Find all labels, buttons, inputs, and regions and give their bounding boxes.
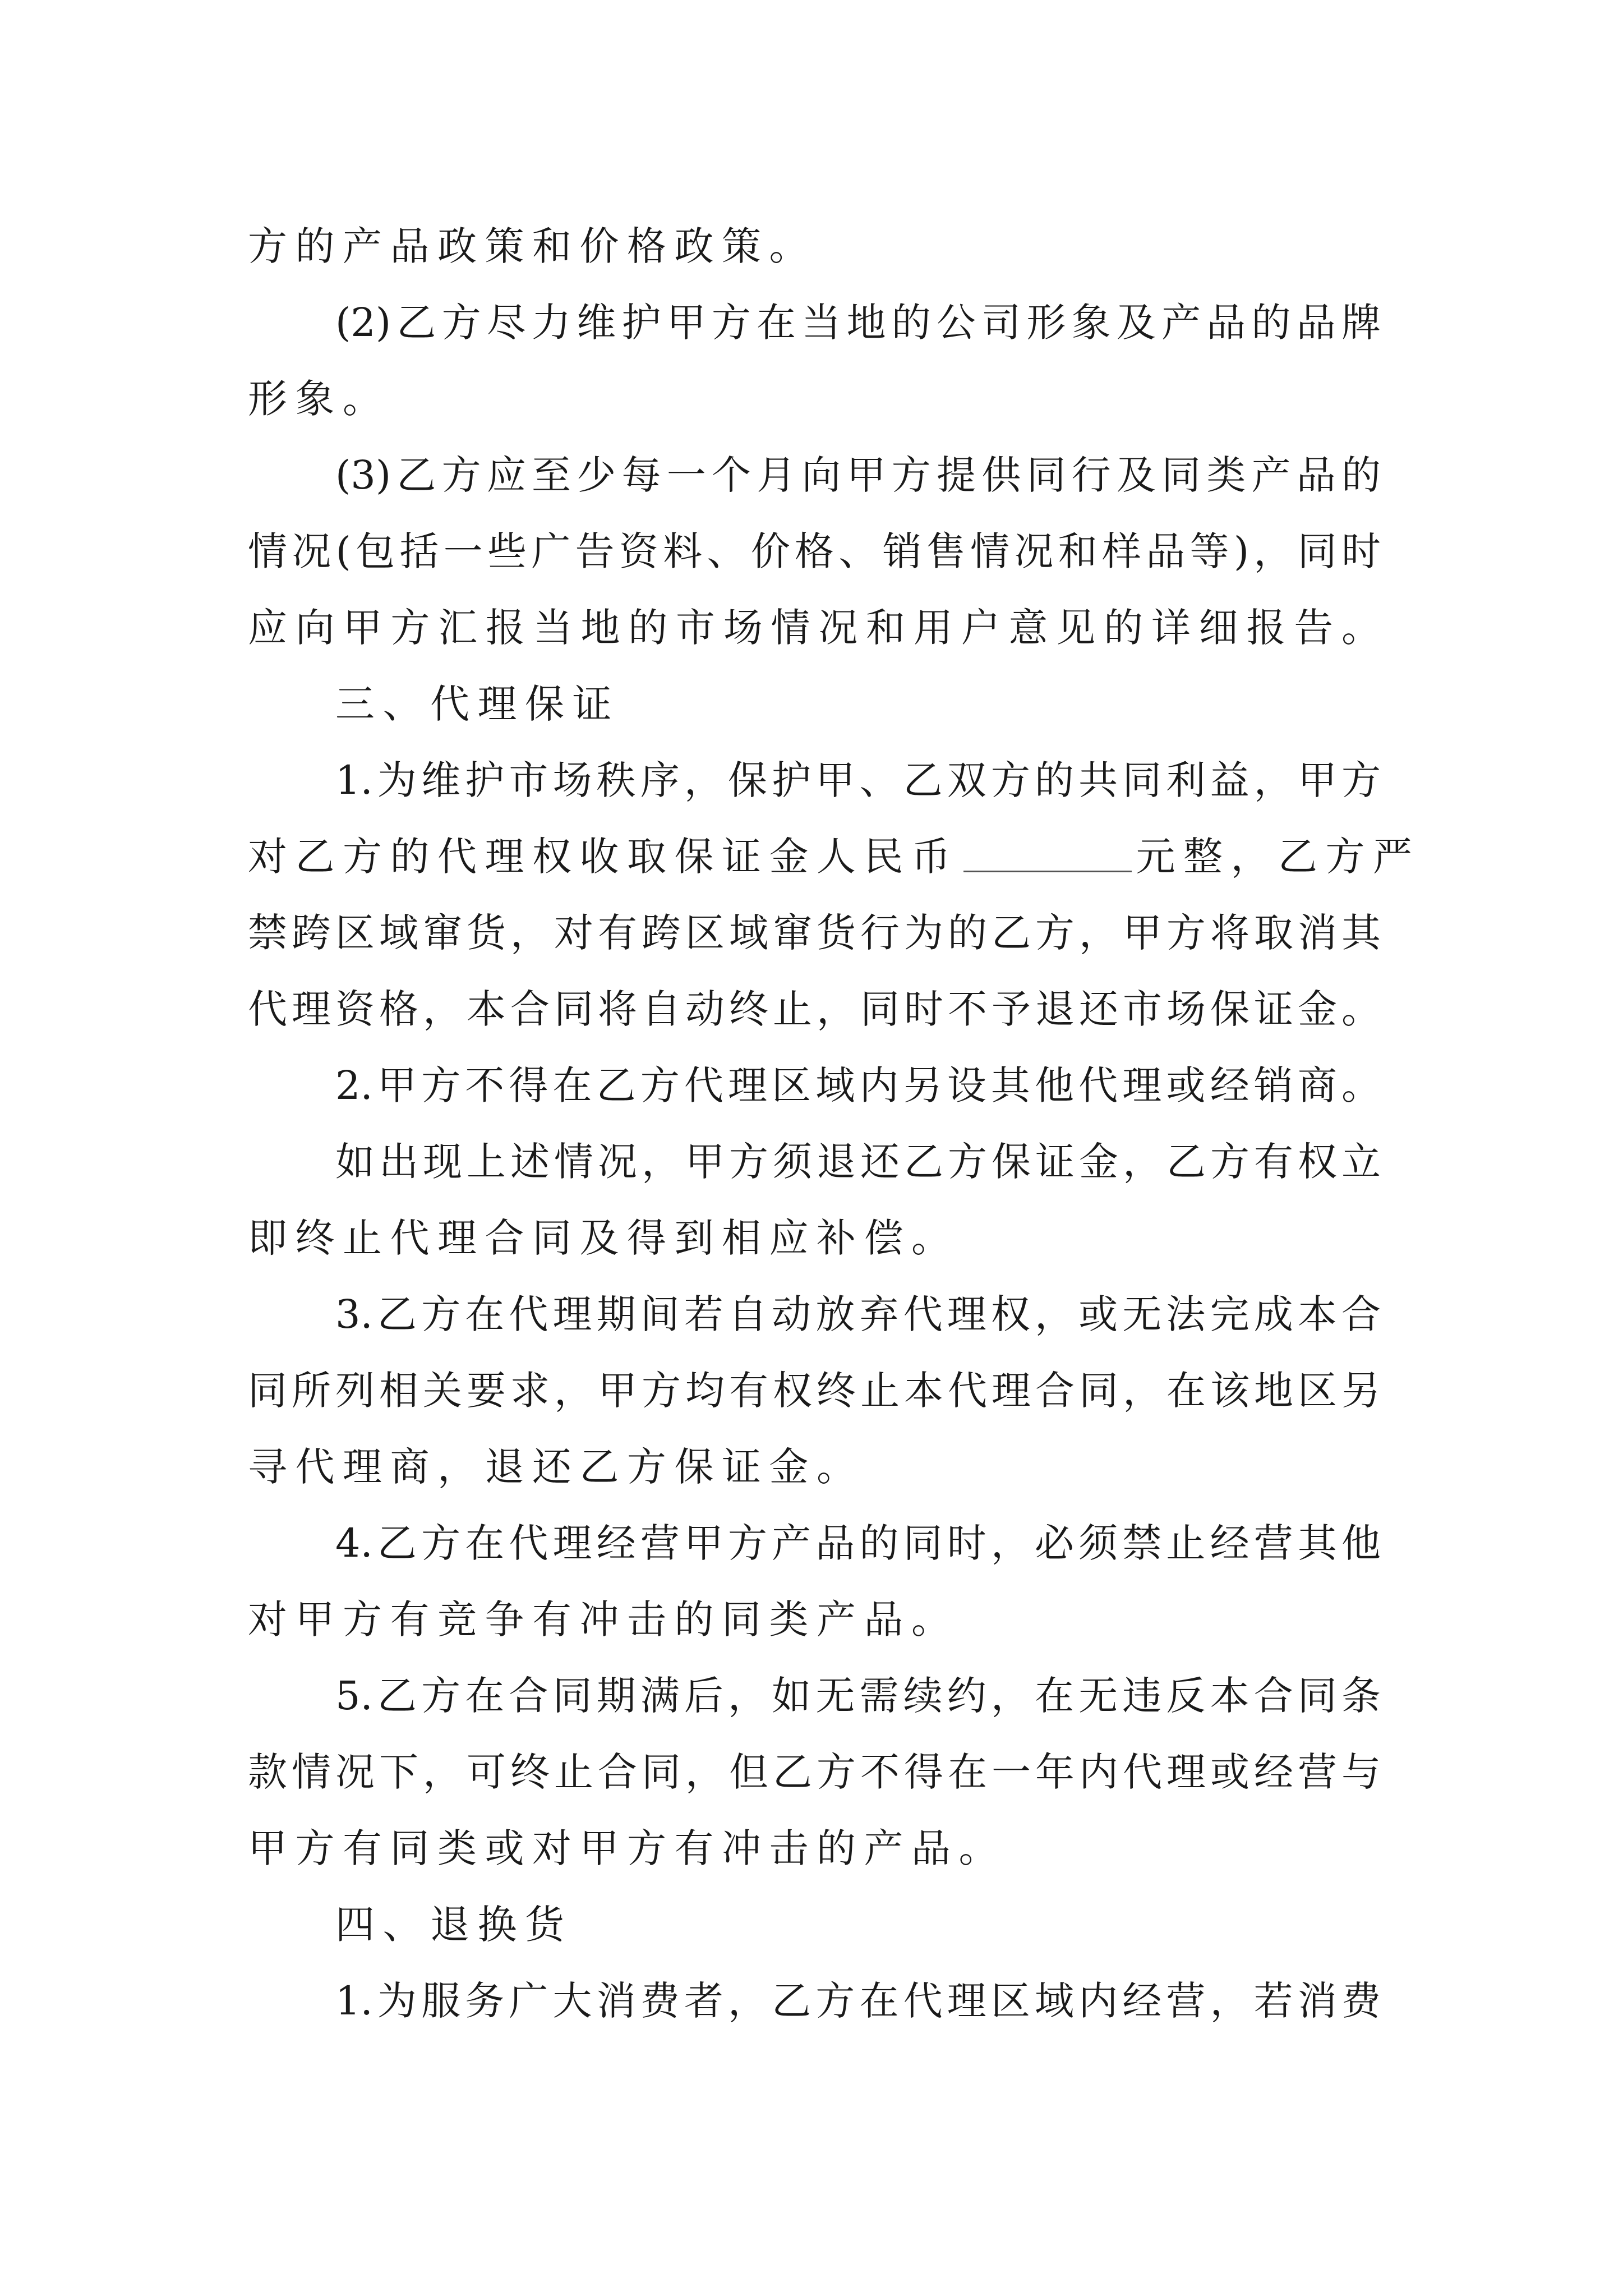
paragraph-line: 3.乙方在代理期间若自动放弃代理权，或无法完成本合 (335, 1291, 1381, 1337)
section-heading: 三、代理保证 (335, 681, 620, 727)
paragraph-line: 形象。 (248, 376, 390, 422)
amount-blank-field (963, 836, 1132, 872)
paragraph-text: 对乙方的代理权收取保证金人民币 (248, 834, 959, 880)
paragraph-line-with-blank (248, 817, 1421, 896)
paragraph-line: 1.为维护市场秩序，保护甲、乙双方的共同利益，甲方 (335, 757, 1381, 803)
paragraph-line: 对甲方有竞争有冲击的同类产品。 (248, 1596, 959, 1642)
paragraph-line: 寻代理商，退还乙方保证金。 (248, 1444, 864, 1490)
paragraph-line: 禁跨区域窜货，对有跨区域窜货行为的乙方，甲方将取消其 (248, 910, 1381, 956)
paragraph-line: 甲方有同类或对甲方有冲击的产品。 (248, 1825, 1006, 1871)
paragraph-line: 应向甲方汇报当地的市场情况和用户意见的详细报告。 (248, 605, 1381, 651)
paragraph-line: 代理资格，本合同将自动终止，同时不予退还市场保证金。 (248, 986, 1381, 1032)
paragraph-line: (2)乙方尽力维护甲方在当地的公司形象及产品的品牌 (335, 300, 1381, 346)
paragraph-line: 方的产品政策和价格政策。 (248, 223, 817, 269)
section-heading: 四、退换货 (335, 1902, 573, 1948)
paragraph-line: 如出现上述情况，甲方须退还乙方保证金，乙方有权立 (335, 1139, 1381, 1185)
paragraph-line: 情况(包括一些广告资料、价格、销售情况和样品等)，同时 (248, 528, 1381, 574)
paragraph-text: 元整，乙方严 (1136, 834, 1421, 880)
paragraph-line: 5.乙方在合同期满后，如无需续约，在无违反本合同条 (335, 1673, 1381, 1719)
paragraph-line: 2.甲方不得在乙方代理区域内另设其他代理或经销商。 (335, 1062, 1381, 1108)
paragraph-line: 款情况下，可终止合同，但乙方不得在一年内代理或经营与 (248, 1749, 1381, 1795)
paragraph-line: 即终止代理合同及得到相应补偿。 (248, 1215, 959, 1261)
paragraph-line: (3)乙方应至少每一个月向甲方提供同行及同类产品的 (335, 452, 1381, 498)
paragraph-line: 4.乙方在代理经营甲方产品的同时，必须禁止经营其他 (335, 1520, 1381, 1566)
paragraph-line: 同所列相关要求，甲方均有权终止本代理合同，在该地区另 (248, 1368, 1381, 1414)
paragraph-line: 1.为服务广大消费者，乙方在代理区域内经营，若消费 (335, 1978, 1381, 2024)
